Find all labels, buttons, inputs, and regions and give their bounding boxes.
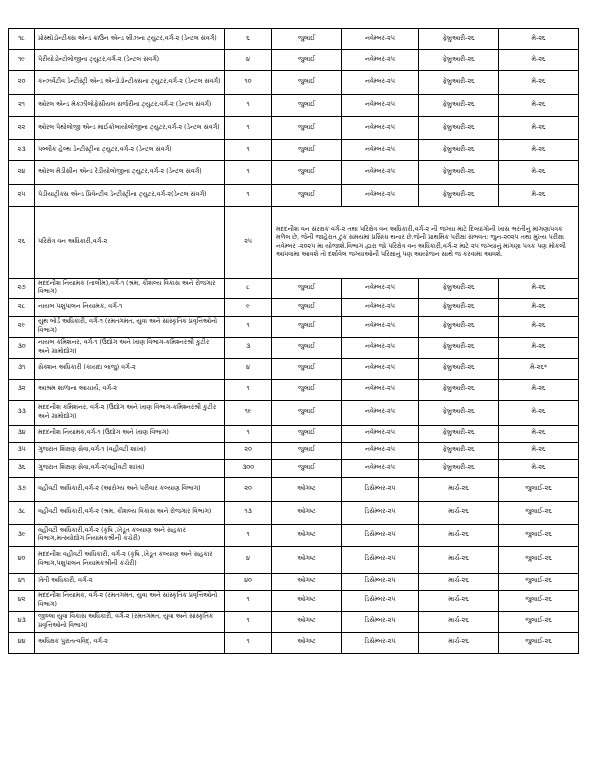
- table-row: [9, 573, 579, 590]
- cell-post: નાયબ કમિશનર, વર્ગ-૧ (ઉદ્યોગ અને ખાણ વિભાગ-કમિશ્નરશ્રી કુટીર અને ગ્રામોદ્યોગ): [35, 337, 225, 358]
- schedule-table: [8, 28, 579, 654]
- cell-adv: જુલાઈ: [272, 185, 342, 207]
- table-row: [9, 71, 579, 95]
- cell-result: ફેબ્રુઆરી-૨૬: [419, 279, 499, 299]
- table-row: [9, 140, 579, 161]
- cell-adv: ઓગષ્ટ: [272, 611, 342, 632]
- cell-result: ફેબ્રુઆરી-૨૬: [419, 95, 499, 117]
- table-row: [9, 279, 579, 299]
- cell-adv: ઓગષ્ટ: [272, 573, 342, 590]
- cell-main: જુલાઈ-૨૬: [499, 546, 579, 573]
- cell-main: મે-૨૬: [499, 29, 579, 50]
- cell-result: ફેબ્રુઆરી-૨૬: [419, 442, 499, 459]
- cell-no: ૩૦: [9, 337, 35, 358]
- cell-no: ૩૮: [9, 501, 35, 524]
- cell-post: વહીવટી અધિકારી,વર્ગ-૨ (શ્રમ, કૌશલ્ય વિકાસ અને રોજગાર વિભાગ): [35, 501, 225, 524]
- cell-prelim: ડિસેમ્બર-૨૫: [342, 590, 419, 611]
- cell-result: ફેબ્રુઆરી-૨૬: [419, 29, 499, 50]
- recruitment-schedule: [8, 28, 579, 654]
- table-row: [9, 50, 579, 71]
- cell-no: ૧૮: [9, 29, 35, 50]
- cell-post: ઓરલ મેડીસીન એન્ડ રેડીયોલોજીના ટ્યુટર,વર્ગ-૨ (ડેન્ટલ સંવર્ગ): [35, 161, 225, 185]
- cell-prelim: નવેમ્બર-૨૫: [342, 185, 419, 207]
- cell-count: ૨૦: [225, 442, 272, 459]
- cell-prelim: ડિસેમ્બર-૨૫: [342, 477, 419, 501]
- cell-post: મદદનીશ નિયામક,વર્ગ-૧ (ઉદ્યોગ અને ખાણ વિભાગ): [35, 425, 225, 442]
- cell-post: નાયબ પશુપાલન નિયામક, વર્ગ-૧: [35, 298, 225, 316]
- cell-count: ૧: [225, 632, 272, 653]
- cell-result: માર્ચ-૨૬: [419, 590, 499, 611]
- cell-no: ૨૩: [9, 140, 35, 161]
- cell-result: ફેબ્રુઆરી-૨૬: [419, 161, 499, 185]
- cell-no: ૨૯: [9, 316, 35, 337]
- cell-adv: જુલાઈ: [272, 425, 342, 442]
- cell-no: ૨૬: [9, 207, 35, 279]
- cell-count: ૧: [225, 185, 272, 207]
- cell-main: મે-૨૬: [499, 442, 579, 459]
- cell-no: ૩૯: [9, 524, 35, 546]
- cell-prelim: નવેમ્બર-૨૫: [342, 379, 419, 400]
- cell-prelim: નવેમ્બર-૨૫: [342, 50, 419, 71]
- table-row: [9, 632, 579, 653]
- cell-adv: જુલાઈ: [272, 279, 342, 299]
- cell-prelim: ડિસેમ્બર-૨૫: [342, 573, 419, 590]
- cell-result: ફેબ્રુઆરી-૨૬: [419, 337, 499, 358]
- cell-prelim: નવેમ્બર-૨૫: [342, 29, 419, 50]
- table-row: [9, 590, 579, 611]
- table-row: [9, 477, 579, 501]
- table-row: [9, 524, 579, 546]
- cell-result: માર્ચ-૨૬: [419, 632, 499, 653]
- cell-main: મે-૨૬: [499, 279, 579, 299]
- cell-no: ૨૫: [9, 185, 35, 207]
- cell-adv: જુલાઈ: [272, 161, 342, 185]
- cell-result: માર્ચ-૨૬: [419, 573, 499, 590]
- cell-count: ૪: [225, 50, 272, 71]
- cell-adv: જુલાઈ: [272, 400, 342, 425]
- cell-main: જુલાઈ-૨૬: [499, 477, 579, 501]
- cell-post: જીલ્લા યુવા વિકાસ અધિકારી, વર્ગ-૨ (રમતગમત, યુવા અને સાંસ્કૃતિક પ્રવૃત્તિઓનો વિભાગ): [35, 611, 225, 632]
- cell-no: ૨૭: [9, 279, 35, 299]
- cell-adv: જુલાઈ: [272, 298, 342, 316]
- cell-note: મદદનીશ વન સંરક્ષક વર્ગ-૨ તથા પરિક્ષેત્ર વન અધિકારી,વર્ગ-૨ ની જગ્યા માટે દિવ્યાંગોની ખાસ ભરતીનું માંગણાપત્રક મળેલ છે, જેની જાહેરાત ટુંક સમયમાં પ્રસિધ્ધ થનાર છે.જેની પ્રાથમિક પરીક્ષા સંભવત: જુન-૨૦૨૫ તથા મુખ્ય પરીક્ષા નવેમ્બર -૨૦૨૫ મા યોજાશે.વિભાગ દ્વારા જો પરિક્ષેત્ર વન અધિકારી,વર્ગ-૨ માટે ૨૫ જગ્યાનું માંગણા પત્રક પણ મોકલી આપવામા આવશે તો દર્શાવેલ જગ્યાઓની પરિક્ષાનું પણ આયોજન સાથે જ કરવામા આવશે.: [272, 207, 579, 279]
- table-row: [9, 459, 579, 477]
- cell-no: ૨૨: [9, 117, 35, 140]
- table-row: [9, 207, 579, 279]
- cell-result: ફેબ્રુઆરી-૨૬: [419, 185, 499, 207]
- cell-count: ૧૯: [225, 400, 272, 425]
- table-row: [9, 546, 579, 573]
- cell-count: ૨૫: [225, 207, 272, 279]
- cell-count: ૧: [225, 140, 272, 161]
- cell-count: ૮: [225, 279, 272, 299]
- cell-count: ૧: [225, 117, 272, 140]
- cell-prelim: નવેમ્બર-૨૫: [342, 425, 419, 442]
- cell-prelim: નવેમ્બર-૨૫: [342, 161, 419, 185]
- cell-main: મે-૨૬: [499, 337, 579, 358]
- cell-main: મે-૨૬: [499, 185, 579, 207]
- cell-main: મે-૨૬: [499, 400, 579, 425]
- cell-prelim: નવેમ્બર-૨૫: [342, 279, 419, 299]
- cell-no: ૪૩: [9, 611, 35, 632]
- cell-main: મે-૨૬: [499, 316, 579, 337]
- cell-prelim: ડિસેમ્બર-૨૫: [342, 611, 419, 632]
- cell-no: ૩૬: [9, 459, 35, 477]
- cell-result: ફેબ્રુઆરી-૨૬: [419, 425, 499, 442]
- cell-no: ૩૫: [9, 442, 35, 459]
- cell-result: ફેબ્રુઆરી-૨૬: [419, 358, 499, 379]
- cell-count: ૩: [225, 337, 272, 358]
- cell-count: ૪૦: [225, 573, 272, 590]
- cell-post: યુથ બોર્ડ અધિકારી, વર્ગ-૧ (રમતગમત, યુવા અને સાંસ્કૃતિક પ્રવૃત્તિઓનો વિભાગ): [35, 316, 225, 337]
- cell-count: ૧૩: [225, 501, 272, 524]
- cell-prelim: નવેમ્બર-૨૫: [342, 442, 419, 459]
- cell-post: ઓરલ પેથોલોજી એન્ડ માઈક્રોબાયોલોજીના ટ્યુટર,વર્ગ-૨ (ડેન્ટલ સંવર્ગ): [35, 117, 225, 140]
- cell-result: ફેબ્રુઆરી-૨૬: [419, 379, 499, 400]
- cell-adv: જુલાઈ: [272, 71, 342, 95]
- table-row: [9, 185, 579, 207]
- cell-adv: જુલાઈ: [272, 29, 342, 50]
- cell-result: ફેબ્રુઆરી-૨૬: [419, 459, 499, 477]
- cell-prelim: નવેમ્બર-૨૫: [342, 316, 419, 337]
- cell-post: પેડીયાટ્રીક્સ એન્ડ પ્રિવેન્ટીવ ડેન્ટીસ્ટ્રીના ટ્યુટર,વર્ગ-૨(ડેન્ટલ સંવર્ગ): [35, 185, 225, 207]
- cell-no: ૪૪: [9, 632, 35, 653]
- cell-adv: ઓગષ્ટ: [272, 590, 342, 611]
- cell-adv: જુલાઈ: [272, 117, 342, 140]
- cell-result: માર્ચ-૨૬: [419, 546, 499, 573]
- table-row: [9, 611, 579, 632]
- cell-no: ૩૩: [9, 400, 35, 425]
- table-row: [9, 337, 579, 358]
- cell-adv: જુલાઈ: [272, 379, 342, 400]
- cell-post: ગુજરાત શિક્ષણ સેવા,વર્ગ-૧ (વહીવટી શાખા): [35, 442, 225, 459]
- cell-prelim: ડિસેમ્બર-૨૫: [342, 501, 419, 524]
- cell-post: પબ્લીક હેલ્થ ડેન્ટીસ્ટ્રીના ટ્યુટર,વર્ગ-૨ (ડેન્ટલ સંવર્ગ): [35, 140, 225, 161]
- cell-no: ૪૧: [9, 573, 35, 590]
- cell-prelim: નવેમ્બર-૨૫: [342, 140, 419, 161]
- cell-no: ૩૧: [9, 358, 35, 379]
- table-row: [9, 400, 579, 425]
- cell-result: ફેબ્રુઆરી-૨૬: [419, 316, 499, 337]
- cell-main: મે-૨૬: [499, 298, 579, 316]
- cell-prelim: ડિસેમ્બર-૨૫: [342, 632, 419, 653]
- cell-adv: ઓગષ્ટ: [272, 632, 342, 653]
- cell-no: ૧૯: [9, 50, 35, 71]
- cell-result: માર્ચ-૨૬: [419, 611, 499, 632]
- cell-prelim: નવેમ્બર-૨૫: [342, 459, 419, 477]
- cell-main: મે-૨૬: [499, 379, 579, 400]
- table-row: [9, 442, 579, 459]
- cell-adv: ઓગષ્ટ: [272, 501, 342, 524]
- cell-post: મદદનીશ કમિશનર, વર્ગ-૨ (ઉદ્યોગ અને ખાણ વિભાગ-કમિશ્નરશ્રી કુટીર અને ગ્રામોદ્યોગ): [35, 400, 225, 425]
- cell-prelim: નવેમ્બર-૨૫: [342, 71, 419, 95]
- cell-post: મદદનીશ નિયામક, વર્ગ-૨ (રમતગમત, યુવા અને સાંસ્કૃતિક પ્રવૃત્તિઓનો વિભાગ): [35, 590, 225, 611]
- cell-main: જુલાઈ-૨૬: [499, 611, 579, 632]
- cell-main: જુલાઈ-૨૬: [499, 573, 579, 590]
- cell-result: ફેબ્રુઆરી-૨૬: [419, 140, 499, 161]
- cell-count: ૧: [225, 425, 272, 442]
- cell-adv: જુલાઈ: [272, 316, 342, 337]
- cell-adv: જુલાઈ: [272, 459, 342, 477]
- cell-post: આશ્રમ શાળાના આચાર્ય, વર્ગ-૨: [35, 379, 225, 400]
- cell-main: જુલાઈ-૨૬: [499, 632, 579, 653]
- cell-prelim: નવેમ્બર-૨૫: [342, 117, 419, 140]
- cell-main: જુલાઈ-૨૬: [499, 501, 579, 524]
- cell-adv: ઓગષ્ટ: [272, 524, 342, 546]
- cell-prelim: ડિસેમ્બર-૨૫: [342, 546, 419, 573]
- table-row: [9, 501, 579, 524]
- cell-count: ૨૦: [225, 477, 272, 501]
- cell-result: માર્ચ-૨૬: [419, 501, 499, 524]
- cell-prelim: નવેમ્બર-૨૫: [342, 298, 419, 316]
- cell-main: જુલાઈ-૨૬: [499, 524, 579, 546]
- cell-prelim: નવેમ્બર-૨૫: [342, 400, 419, 425]
- table-row: [9, 161, 579, 185]
- table-row: [9, 316, 579, 337]
- cell-main: મે-૨૬*: [499, 358, 579, 379]
- table-row: [9, 379, 579, 400]
- table-row: [9, 298, 579, 316]
- cell-prelim: નવેમ્બર-૨૫: [342, 95, 419, 117]
- cell-result: ફેબ્રુઆરી-૨૬: [419, 400, 499, 425]
- cell-main: જુલાઈ-૨૬: [499, 590, 579, 611]
- cell-post: મદદનીશ વહીવટી અધિકારી, વર્ગ-૨ (કૃષિ ,ખેડૂત કલ્યાણ અને સહકાર વિભાગ,પશુપાલન નિયામકશ્રીની કચેરી): [35, 546, 225, 573]
- cell-post: ઓરલ એન્ડ મેક્ઝીલોફેસીયલ સર્જરીના ટ્યુટર,વર્ગ-૨ (ડેન્ટલ સંવર્ગ): [35, 95, 225, 117]
- cell-count: ૩૦૦: [225, 459, 272, 477]
- cell-adv: ઓગષ્ટ: [272, 477, 342, 501]
- cell-count: ૧: [225, 590, 272, 611]
- cell-count: ૧: [225, 316, 272, 337]
- cell-no: ૪૦: [9, 546, 35, 573]
- cell-result: માર્ચ-૨૬: [419, 477, 499, 501]
- cell-no: ૩૪: [9, 425, 35, 442]
- cell-result: ફેબ્રુઆરી-૨૬: [419, 298, 499, 316]
- schedule-table-body: [9, 29, 579, 654]
- cell-count: ૬: [225, 29, 272, 50]
- cell-count: ૪: [225, 546, 272, 573]
- table-row: [9, 425, 579, 442]
- table-row: [9, 95, 579, 117]
- cell-count: ૧: [225, 524, 272, 546]
- cell-post: વહીવટી અધિકારી,વર્ગ-૨ (કૃષિ ,ખેડૂત કલ્યાણ અને સહકાર વિભાગ,મત્સ્યોદ્યોગ નિયામકશ્રીની કચેરી): [35, 524, 225, 546]
- cell-main: મે-૨૬: [499, 95, 579, 117]
- table-row: [9, 358, 579, 379]
- cell-post: મદદનીશ નિયામક (તાલીમ),વર્ગ-૧ (શ્રમ, કૌશલ્ય વિકાસ અને રોજગાર વિભાગ): [35, 279, 225, 299]
- table-row: [9, 29, 579, 50]
- cell-count: ૪: [225, 358, 272, 379]
- cell-adv: જુલાઈ: [272, 358, 342, 379]
- table-row: [9, 117, 579, 140]
- cell-post: પ્રોસ્થોડોન્ટીક્સ એન્ડ ક્રાઉન એન્ડ બ્રીઝના ટ્યુટર,વર્ગ-૨ (ડેન્ટલ સંવર્ગ): [35, 29, 225, 50]
- cell-main: મે-૨૬: [499, 161, 579, 185]
- cell-adv: જુલાઈ: [272, 442, 342, 459]
- cell-prelim: ડિસેમ્બર-૨૫: [342, 524, 419, 546]
- cell-adv: જુલાઈ: [272, 140, 342, 161]
- cell-main: મે-૨૬: [499, 117, 579, 140]
- cell-no: ૨૪: [9, 161, 35, 185]
- cell-count: ૯: [225, 298, 272, 316]
- cell-count: ૧: [225, 611, 272, 632]
- cell-adv: જુલાઈ: [272, 337, 342, 358]
- cell-result: ફેબ્રુઆરી-૨૬: [419, 117, 499, 140]
- cell-result: ફેબ્રુઆરી-૨૬: [419, 50, 499, 71]
- cell-main: મે-૨૬: [499, 459, 579, 477]
- cell-post: વહીવટી અધિકારી,વર્ગ-૨ (આરોગ્ય અને પરીવાર કલ્યાણ વિભાગ): [35, 477, 225, 501]
- cell-result: માર્ચ-૨૬: [419, 524, 499, 546]
- cell-post: ગુજરાત શિક્ષણ સેવા,વર્ગ-૨(વહીવટી શાખા): [35, 459, 225, 477]
- cell-main: મે-૨૬: [499, 140, 579, 161]
- cell-result: ફેબ્રુઆરી-૨૬: [419, 71, 499, 95]
- cell-prelim: નવેમ્બર-૨૫: [342, 358, 419, 379]
- cell-post: અધિક્ષક પુરાતત્વવિદ્, વર્ગ-૨: [35, 632, 225, 653]
- cell-post: પેરીયોડોન્ટોલોજીના ટ્યુટર,વર્ગ-૨ (ડેન્ટલ સંવર્ગ): [35, 50, 225, 71]
- cell-no: ૩૨: [9, 379, 35, 400]
- cell-no: ૨૧: [9, 95, 35, 117]
- cell-count: ૧૦: [225, 71, 272, 95]
- cell-adv: જુલાઈ: [272, 50, 342, 71]
- cell-no: ૨૦: [9, 71, 35, 95]
- cell-count: ૧: [225, 161, 272, 185]
- cell-post: કન્ઝર્વેટીવ ડેન્ટીસ્ટ્રી એન્ડ એન્ડોડોન્ટીક્સના ટ્યુટર,વર્ગ-૨ (ડેન્ટલ સંવર્ગ): [35, 71, 225, 95]
- cell-post: સેક્શન અધિકારી (કાયદા બાજુ) વર્ગ-૨: [35, 358, 225, 379]
- cell-no: ૩૭: [9, 477, 35, 501]
- cell-count: ૧: [225, 379, 272, 400]
- cell-adv: ઓગષ્ટ: [272, 546, 342, 573]
- cell-no: ૪૨: [9, 590, 35, 611]
- cell-adv: જુલાઈ: [272, 95, 342, 117]
- cell-post: પરિક્ષેત્ર વન અધિકારી,વર્ગ-૨: [35, 207, 225, 279]
- cell-post: ખેતી અધિકારી, વર્ગ-૨: [35, 573, 225, 590]
- cell-main: મે-૨૬: [499, 425, 579, 442]
- cell-main: મે-૨૬: [499, 71, 579, 95]
- cell-count: ૧: [225, 95, 272, 117]
- cell-main: મે-૨૬: [499, 50, 579, 71]
- cell-prelim: નવેમ્બર-૨૫: [342, 337, 419, 358]
- cell-no: ૨૮: [9, 298, 35, 316]
